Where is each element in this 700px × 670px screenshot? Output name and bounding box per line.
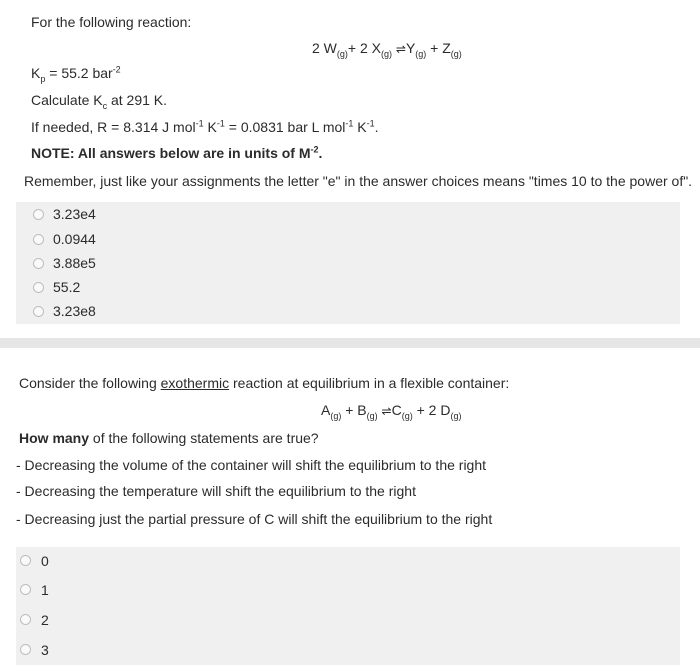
q2-reactant-b: + B (341, 402, 367, 418)
q2-how-many-line (19, 430, 319, 446)
r-exp-3: -1 (345, 118, 354, 129)
radio-button[interactable] (20, 614, 31, 625)
q1-option-row[interactable] (16, 202, 680, 227)
r-part-4: K (353, 119, 367, 135)
q2-option-label: 0 (41, 553, 49, 569)
q2-option-label: 1 (41, 582, 49, 598)
q2-option-label: 3 (41, 642, 49, 658)
q2-state-a: (g) (330, 410, 342, 421)
note-exponent: -2 (310, 144, 319, 155)
radio-button[interactable] (33, 258, 44, 269)
q2-product-c: C (391, 402, 402, 418)
equilibrium-arrow-icon: ⇌ (381, 404, 392, 418)
q1-remember-line: Remember, just like your assignments the letter "e" in the answer choices means "times 10 to the power of". (24, 173, 693, 189)
q2-intro-pre: Consider the following (19, 375, 161, 391)
q1-option-label: 55.2 (53, 279, 81, 295)
radio-button[interactable] (33, 209, 44, 220)
radio-button[interactable] (20, 555, 31, 566)
q2-reaction-equation (321, 402, 461, 419)
q2-statement: - Decreasing just the partial pressure of C will shift the equilibrium to the right (16, 511, 493, 527)
kp-exponent: -2 (112, 64, 121, 75)
q1-product-z: + Z (430, 40, 451, 56)
radio-button[interactable] (33, 306, 44, 317)
q1-reactant-w: 2 W (312, 40, 337, 56)
q1-option-label: 0.0944 (53, 231, 96, 247)
q2-statement: - Decreasing the volume of the container will shift the equilibrium to the right (16, 457, 487, 473)
r-part-2: K (203, 119, 217, 135)
r-part-1: If needed, R = 8.314 J mol (31, 119, 196, 135)
q2-option-row[interactable] (16, 547, 680, 575)
q2-how-many-rest: of the following statements are true? (89, 430, 319, 446)
q2-intro-post: reaction at equilibrium in a flexible container: (229, 375, 510, 391)
q2-option-label: 2 (41, 612, 49, 628)
q1-state-z: (g) (450, 48, 462, 59)
q1-calc-line (31, 92, 168, 111)
q1-reactant-x: + 2 X (347, 40, 381, 56)
q1-note-line (31, 145, 322, 161)
note-end: . (318, 145, 323, 161)
calc-suffix: at 291 K. (107, 92, 168, 108)
q2-product-d: + 2 D (412, 402, 451, 418)
q2-state-b: (g) (366, 410, 378, 421)
q1-option-label: 3.88e5 (53, 255, 96, 271)
radio-button[interactable] (33, 234, 44, 245)
q2-option-row[interactable] (16, 575, 680, 605)
r-exp-2: -1 (216, 118, 225, 129)
q1-option-label: 3.23e4 (53, 206, 96, 222)
q2-intro (19, 375, 509, 391)
r-part-5: . (374, 119, 379, 135)
radio-button[interactable] (20, 644, 31, 655)
q1-intro: For the following reaction: (31, 14, 192, 30)
r-exp-1: -1 (195, 118, 204, 129)
calc-prefix: Calculate K (31, 92, 103, 108)
q2-reactant-a: A (321, 402, 331, 418)
q2-how-many-bold: How many (19, 430, 90, 446)
q2-option-row[interactable] (16, 605, 680, 635)
kp-subscript: p (40, 73, 46, 84)
q1-state-x: (g) (380, 48, 392, 59)
q2-state-d: (g) (450, 410, 462, 421)
q2-intro-underlined: exothermic (160, 375, 230, 391)
q1-product-y: Y (405, 40, 416, 56)
kp-value: = 55.2 bar (45, 65, 113, 81)
radio-button[interactable] (33, 282, 44, 293)
kc-subscript: c (102, 100, 108, 111)
q1-option-row[interactable] (16, 227, 680, 252)
q1-kp-line (31, 64, 121, 84)
r-part-3: = 0.0831 bar L mol (224, 119, 346, 135)
r-exp-4: -1 (366, 118, 375, 129)
q1-r-constant-line (31, 119, 379, 135)
q2-state-c: (g) (401, 410, 413, 421)
q1-option-row[interactable] (16, 299, 680, 324)
kp-symbol: K (31, 65, 41, 81)
q2-option-row[interactable] (16, 635, 680, 665)
q2-statement: - Decreasing the temperature will shift the equilibrium to the right (16, 483, 416, 499)
radio-button[interactable] (20, 584, 31, 595)
q1-state-y: (g) (415, 48, 427, 59)
q1-reaction-equation (312, 40, 462, 57)
question-2-card (0, 348, 700, 670)
note-text: NOTE: All answers below are in units of M (31, 145, 311, 161)
q1-option-row[interactable] (16, 275, 680, 300)
q1-state-w: (g) (336, 48, 348, 59)
equilibrium-arrow-icon: ⇌ (395, 42, 406, 56)
q1-option-label: 3.23e8 (53, 303, 96, 319)
q1-option-row[interactable] (16, 251, 680, 276)
